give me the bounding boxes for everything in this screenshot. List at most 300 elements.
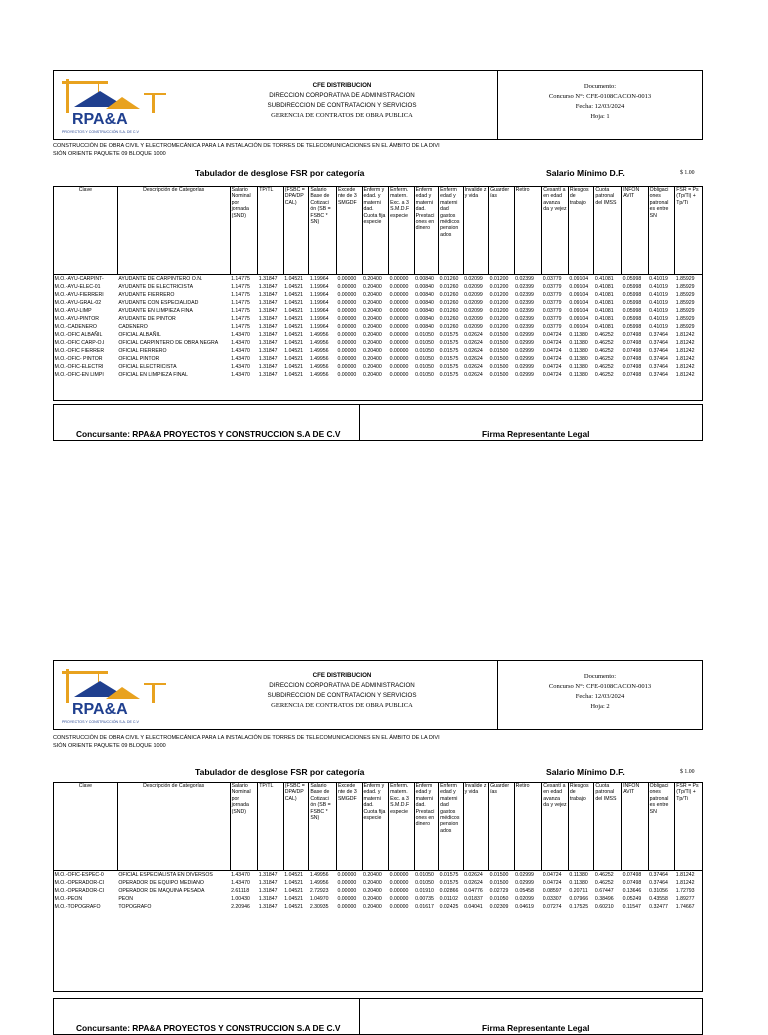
descripcion-cell: OFICIAL ALBAÑIL bbox=[118, 332, 161, 338]
value-cell: 0.00000 bbox=[389, 888, 409, 894]
value-cell: 0.09104 bbox=[569, 300, 589, 306]
value-cell: 0.05458 bbox=[515, 888, 534, 894]
column-header: TP/TL bbox=[258, 187, 284, 275]
value-cell: 0.00000 bbox=[389, 896, 409, 902]
value-cell: 0.01050 bbox=[415, 364, 434, 370]
value-cell: 0.41081 bbox=[594, 324, 614, 330]
column-header: Salario Nominal por jornada (SND) bbox=[230, 783, 258, 871]
value-cell: 1.14775 bbox=[231, 308, 250, 314]
value-cell: 0.01260 bbox=[439, 276, 459, 282]
table-row bbox=[54, 871, 703, 880]
value-cell: 0.01575 bbox=[439, 872, 459, 878]
svg-text:RPA&A: RPA&A bbox=[72, 111, 128, 128]
column-header: Guarder ías bbox=[489, 187, 515, 275]
value-cell: 1.14775 bbox=[231, 276, 250, 282]
column-header: Invalide z y vida bbox=[463, 783, 489, 871]
table-row bbox=[54, 275, 703, 284]
value-cell: 0.20400 bbox=[363, 364, 382, 370]
descripcion-cell: OPERADOR DE EQUIPO MEDIANO bbox=[118, 880, 204, 886]
value-cell: 1.43470 bbox=[231, 880, 250, 886]
value-cell: 0.04724 bbox=[542, 348, 562, 354]
clave-cell: M.O.-OFIC-EN LIMPI bbox=[54, 372, 104, 378]
value-cell: 1.72793 bbox=[675, 888, 695, 894]
column-header: Guarder ías bbox=[489, 783, 515, 871]
value-cell: 0.00000 bbox=[337, 896, 357, 902]
header-line-2: DIRECCION CORPORATIVA DE ADMINISTRACION bbox=[269, 92, 415, 99]
descripcion-cell: OPERADOR DE MAQUINA PESADA bbox=[118, 888, 205, 894]
column-header: Excede nte de 3 SMGDF bbox=[336, 783, 362, 871]
descripcion-cell: AYUDANTE DE PINTOR bbox=[118, 316, 176, 322]
value-cell: 0.00000 bbox=[337, 872, 357, 878]
value-cell: 0.04724 bbox=[542, 872, 562, 878]
clave-cell: M.O.-AYU-LIMP bbox=[54, 308, 92, 314]
value-cell: 0.08597 bbox=[542, 888, 562, 894]
value-cell: 1.14775 bbox=[231, 316, 250, 322]
value-cell: 0.38496 bbox=[594, 896, 614, 902]
value-cell: 1.49956 bbox=[309, 340, 329, 346]
value-cell: 0.01050 bbox=[415, 880, 434, 886]
column-header: FSR = Ps (Tp/Ti) + Tp/Ti bbox=[675, 187, 703, 275]
value-cell: 0.17525 bbox=[569, 904, 589, 910]
value-cell: 0.01575 bbox=[439, 340, 459, 346]
descripcion-cell: OFICIAL ELECTRICISTA bbox=[118, 364, 177, 370]
table-title: Tabulador de desglose FSR por categoría bbox=[195, 767, 365, 777]
value-cell: 1.04521 bbox=[284, 316, 304, 322]
value-cell: 0.02999 bbox=[515, 356, 534, 362]
value-cell: 0.07966 bbox=[569, 896, 589, 902]
value-cell: 0.01200 bbox=[489, 324, 509, 330]
value-cell: 0.07498 bbox=[622, 372, 642, 378]
value-cell: 1.31847 bbox=[258, 324, 278, 330]
svg-text:PROYECTOS Y CONSTRUCCIÓN S.A.: PROYECTOS Y CONSTRUCCIÓN S.A. DE C.V bbox=[62, 130, 139, 134]
header-line-3: SUBDIRECCION DE CONTRATACION Y SERVICIOS bbox=[267, 102, 417, 109]
value-cell: 0.09104 bbox=[569, 292, 589, 298]
doc-label: Documento: bbox=[583, 83, 617, 90]
value-cell: 0.41019 bbox=[649, 292, 668, 298]
value-cell: 0.37464 bbox=[649, 880, 668, 886]
value-cell: 1.04521 bbox=[284, 872, 304, 878]
value-cell: 0.00840 bbox=[415, 284, 434, 290]
value-cell: 1.31847 bbox=[258, 880, 278, 886]
value-cell: 0.11380 bbox=[569, 356, 588, 362]
value-cell: 1.31847 bbox=[258, 348, 278, 354]
column-header: Cuota patronal del IMSS bbox=[594, 187, 622, 275]
value-cell: 0.02624 bbox=[464, 872, 483, 878]
value-cell: 0.00000 bbox=[389, 340, 409, 346]
value-cell: 0.05998 bbox=[622, 300, 642, 306]
table-row bbox=[54, 315, 703, 323]
table-row bbox=[54, 323, 703, 331]
column-header: TP/TL bbox=[258, 783, 284, 871]
descripcion-cell: OFICIAL EN LIMPIEZA FINAL bbox=[118, 372, 188, 378]
value-cell: 0.11380 bbox=[569, 348, 588, 354]
value-cell: 0.37464 bbox=[649, 348, 668, 354]
value-cell: 0.04724 bbox=[542, 364, 562, 370]
column-header: Descripción de Categorías bbox=[117, 187, 230, 275]
value-cell: 0.00000 bbox=[389, 300, 409, 306]
value-cell: 0.02399 bbox=[515, 284, 534, 290]
descripcion-cell: PEON bbox=[118, 896, 134, 902]
value-cell: 0.46252 bbox=[594, 356, 614, 362]
value-cell: 0.00000 bbox=[389, 880, 409, 886]
value-cell: 0.46252 bbox=[594, 340, 614, 346]
value-cell: 0.03779 bbox=[542, 276, 562, 282]
value-cell: 0.41081 bbox=[594, 316, 614, 322]
value-cell: 0.03779 bbox=[542, 284, 562, 290]
value-cell: 0.00000 bbox=[337, 340, 357, 346]
table-row bbox=[54, 903, 703, 911]
value-cell: 0.04041 bbox=[464, 904, 483, 910]
company-logo bbox=[60, 77, 170, 135]
value-cell: 0.02399 bbox=[515, 308, 534, 314]
value-cell: 1.81242 bbox=[675, 356, 695, 362]
value-cell: 1.81242 bbox=[675, 372, 695, 378]
concurso-number: Concurso N°: CFE-0108CACON-0013 bbox=[548, 93, 652, 100]
value-cell: 0.46252 bbox=[594, 372, 614, 378]
descripcion-cell: AYUDANTE DE CARPINTERO O.N. bbox=[118, 276, 203, 282]
column-header: Enferm edad y materni dad gastos médicos pension ados bbox=[439, 783, 463, 871]
value-cell: 1.31847 bbox=[258, 316, 278, 322]
project-line-1: CONSTRUCCIÓN DE OBRA CIVIL Y ELECTROMECÁNICA PARA LA INSTALACIÓN DE TORRES DE TELECOMUNICACIONES EN EL ÁMBITO DE LA DIVI bbox=[53, 143, 440, 149]
clave-cell: M.O.-OFIC-ELECTRI bbox=[54, 364, 104, 370]
value-cell: 0.01260 bbox=[439, 300, 459, 306]
value-cell: 2.20946 bbox=[231, 904, 250, 910]
footer-divider bbox=[359, 999, 360, 1034]
value-cell: 0.01200 bbox=[489, 308, 509, 314]
value-cell: 1.04521 bbox=[284, 880, 304, 886]
value-cell: 1.49956 bbox=[309, 372, 329, 378]
sheet-number: Hoja: 2 bbox=[590, 703, 610, 710]
value-cell: 0.46252 bbox=[594, 348, 614, 354]
value-cell: 0.05998 bbox=[622, 292, 642, 298]
value-cell: 0.00000 bbox=[337, 308, 357, 314]
value-cell: 0.00000 bbox=[389, 348, 409, 354]
project-line-2: SIÓN ORIENTE PAQUETE 09 BLOQUE 1000 bbox=[53, 743, 166, 749]
column-header: Cuota patronal del IMSS bbox=[594, 783, 622, 871]
value-cell: 0.00840 bbox=[415, 316, 434, 322]
value-cell: 0.04619 bbox=[515, 904, 534, 910]
value-cell: 0.07498 bbox=[622, 880, 642, 886]
header-line-1: CFE DISTRIBUCION bbox=[312, 672, 372, 679]
value-cell: 0.00000 bbox=[337, 292, 357, 298]
column-header: Excede nte de 3 SMGDF bbox=[336, 187, 362, 275]
column-header: (FSBC = DPA/DP CAL) bbox=[283, 187, 309, 275]
value-cell: 1.49956 bbox=[309, 872, 329, 878]
concursante-label: Concursante: RPA&A PROYECTOS Y CONSTRUCCION S.A DE C.V bbox=[76, 1023, 341, 1033]
value-cell: 0.05998 bbox=[622, 284, 642, 290]
value-cell: 1.19964 bbox=[309, 292, 329, 298]
footer-divider bbox=[359, 405, 360, 440]
concursante-label: Concursante: RPA&A PROYECTOS Y CONSTRUCCION S.A DE C.V bbox=[76, 429, 341, 439]
value-cell: 0.20400 bbox=[363, 308, 382, 314]
value-cell: 0.01200 bbox=[489, 316, 509, 322]
value-cell: 0.00840 bbox=[415, 308, 434, 314]
value-cell: 0.00000 bbox=[337, 316, 357, 322]
value-cell: 0.11380 bbox=[569, 332, 588, 338]
value-cell: 0.41019 bbox=[649, 324, 668, 330]
value-cell: 0.01050 bbox=[415, 372, 434, 378]
value-cell: 1.49956 bbox=[309, 364, 329, 370]
table-row bbox=[54, 371, 703, 379]
value-cell: 0.20400 bbox=[363, 872, 382, 878]
value-cell: 0.46252 bbox=[594, 332, 614, 338]
salario-minimo-value: $ 1.00 bbox=[680, 170, 695, 176]
value-cell: 0.07274 bbox=[542, 904, 562, 910]
value-cell: 0.01575 bbox=[439, 880, 459, 886]
value-cell: 0.03779 bbox=[542, 300, 562, 306]
value-cell: 2.30935 bbox=[309, 904, 329, 910]
column-header: FSR = Ps (Tp/Ti) + Tp/Ti bbox=[675, 783, 703, 871]
table-header-row bbox=[54, 187, 703, 275]
value-cell: 1.14775 bbox=[231, 284, 250, 290]
value-cell: 0.02399 bbox=[515, 292, 534, 298]
column-header: Enferm y edad. y materni dad. Cuota fija especie bbox=[362, 783, 389, 871]
value-cell: 0.02624 bbox=[464, 372, 483, 378]
value-cell: 0.20400 bbox=[363, 276, 382, 282]
value-cell: 0.01575 bbox=[439, 332, 459, 338]
value-cell: 1.31847 bbox=[258, 340, 278, 346]
value-cell: 0.02099 bbox=[464, 308, 483, 314]
value-cell: 0.32477 bbox=[649, 904, 668, 910]
value-cell: 0.01500 bbox=[489, 332, 509, 338]
descripcion-cell: AYUDANTE FIERRERO bbox=[118, 292, 175, 298]
table-body bbox=[54, 871, 703, 912]
firma-label: Firma Representante Legal bbox=[482, 1023, 590, 1033]
value-cell: 0.07498 bbox=[622, 348, 642, 354]
value-cell: 0.46252 bbox=[594, 364, 614, 370]
value-cell: 1.04521 bbox=[284, 904, 304, 910]
value-cell: 1.89277 bbox=[675, 896, 695, 902]
header-center bbox=[184, 671, 500, 711]
value-cell: 0.00000 bbox=[337, 880, 357, 886]
value-cell: 1.85929 bbox=[675, 292, 695, 298]
value-cell: 0.00000 bbox=[389, 872, 409, 878]
descripcion-cell: OFICIAL PINTOR bbox=[118, 356, 160, 362]
value-cell: 0.41019 bbox=[649, 308, 668, 314]
value-cell: 0.03779 bbox=[542, 292, 562, 298]
column-header: Enferm edad y materni dad. Prestaci ones en dinero bbox=[414, 187, 438, 275]
value-cell: 0.00840 bbox=[415, 324, 434, 330]
value-cell: 0.02624 bbox=[464, 356, 483, 362]
value-cell: 0.41081 bbox=[594, 300, 614, 306]
value-cell: 0.20400 bbox=[363, 292, 382, 298]
value-cell: 1.31847 bbox=[258, 364, 278, 370]
value-cell: 1.81242 bbox=[675, 872, 695, 878]
value-cell: 0.02099 bbox=[464, 276, 483, 282]
value-cell: 0.02399 bbox=[515, 316, 534, 322]
value-cell: 0.02399 bbox=[515, 300, 534, 306]
signature-footer bbox=[53, 404, 703, 441]
header-line-3: SUBDIRECCION DE CONTRATACION Y SERVICIOS bbox=[267, 692, 417, 699]
value-cell: 1.49956 bbox=[309, 356, 329, 362]
value-cell: 0.02309 bbox=[489, 904, 509, 910]
value-cell: 1.04521 bbox=[284, 300, 304, 306]
value-cell: 1.04970 bbox=[309, 896, 329, 902]
value-cell: 0.00000 bbox=[337, 332, 357, 338]
descripcion-cell: AYUDANTE EN LIMPIEZA FINA bbox=[118, 308, 193, 314]
value-cell: 0.11380 bbox=[569, 880, 588, 886]
value-cell: 0.46252 bbox=[594, 872, 614, 878]
value-cell: 0.01260 bbox=[439, 324, 459, 330]
sheet-number: Hoja: 1 bbox=[590, 113, 610, 120]
value-cell: 1.04521 bbox=[284, 308, 304, 314]
value-cell: 0.01050 bbox=[489, 896, 509, 902]
svg-text:RPA&A: RPA&A bbox=[72, 701, 128, 718]
value-cell: 0.41081 bbox=[594, 292, 614, 298]
value-cell: 0.07498 bbox=[622, 340, 642, 346]
value-cell: 0.41081 bbox=[594, 308, 614, 314]
value-cell: 0.01617 bbox=[415, 904, 434, 910]
clave-cell: M.O.-OPERADOR-CI bbox=[54, 888, 105, 894]
value-cell: 0.01200 bbox=[489, 276, 509, 282]
value-cell: 0.01575 bbox=[439, 348, 459, 354]
column-header: Enferm edad y materni dad gastos médicos pension ados bbox=[439, 187, 463, 275]
column-header: Clave bbox=[54, 187, 118, 275]
value-cell: 0.03779 bbox=[542, 308, 562, 314]
value-cell: 1.49956 bbox=[309, 332, 329, 338]
table-title-row bbox=[53, 168, 703, 180]
clave-cell: M.O.-AYU-ELEC-01 bbox=[54, 284, 101, 290]
value-cell: 0.01837 bbox=[464, 896, 483, 902]
value-cell: 1.14775 bbox=[231, 324, 250, 330]
value-cell: 0.01102 bbox=[439, 896, 458, 902]
clave-cell: M.O.-TOPOGRAFO bbox=[54, 904, 101, 910]
value-cell: 0.01050 bbox=[415, 332, 434, 338]
value-cell: 0.02399 bbox=[515, 324, 534, 330]
value-cell: 0.01910 bbox=[415, 888, 434, 894]
doc-date: Fecha: 12/03/2024 bbox=[575, 103, 625, 110]
value-cell: 0.00000 bbox=[389, 324, 409, 330]
value-cell: 0.02099 bbox=[464, 284, 483, 290]
value-cell: 0.09104 bbox=[569, 324, 589, 330]
descripcion-cell: OFICIAL ESPECIALISTA EN DIVERSOS bbox=[118, 872, 213, 878]
header-doc-info bbox=[497, 82, 703, 122]
value-cell: 0.00000 bbox=[337, 284, 357, 290]
value-cell: 1.43470 bbox=[231, 332, 250, 338]
column-header: Clave bbox=[54, 783, 118, 871]
value-cell: 1.19964 bbox=[309, 316, 329, 322]
value-cell: 0.00000 bbox=[337, 276, 357, 282]
value-cell: 1.49956 bbox=[309, 348, 329, 354]
value-cell: 1.74667 bbox=[675, 904, 695, 910]
clave-cell: M.O.-AYU-GRAL-02 bbox=[54, 300, 102, 306]
value-cell: 0.37464 bbox=[649, 872, 668, 878]
value-cell: 0.02999 bbox=[515, 872, 534, 878]
value-cell: 0.05998 bbox=[622, 324, 642, 330]
value-cell: 1.19964 bbox=[309, 284, 329, 290]
table-title: Tabulador de desglose FSR por categoría bbox=[195, 168, 365, 178]
value-cell: 1.14775 bbox=[231, 300, 250, 306]
value-cell: 0.01575 bbox=[439, 356, 459, 362]
value-cell: 0.41081 bbox=[594, 284, 614, 290]
descripcion-cell: AYUDANTE DE ELECTRICISTA bbox=[118, 284, 194, 290]
value-cell: 0.02099 bbox=[515, 896, 534, 902]
table-row bbox=[54, 291, 703, 299]
value-cell: 1.31847 bbox=[258, 896, 278, 902]
value-cell: 0.00735 bbox=[415, 896, 434, 902]
table-header-row bbox=[54, 783, 703, 871]
value-cell: 0.11380 bbox=[569, 372, 588, 378]
header-line-4: GERENCIA DE CONTRATOS DE OBRA PUBLICA bbox=[271, 112, 413, 119]
table-title-row bbox=[53, 767, 703, 779]
table-row bbox=[54, 339, 703, 347]
value-cell: 0.00000 bbox=[337, 904, 357, 910]
value-cell: 1.31847 bbox=[258, 332, 278, 338]
value-cell: 0.11547 bbox=[622, 904, 641, 910]
value-cell: 0.01050 bbox=[415, 348, 434, 354]
value-cell: 0.01575 bbox=[439, 364, 459, 370]
value-cell: 1.81242 bbox=[675, 880, 695, 886]
value-cell: 0.00000 bbox=[337, 348, 357, 354]
clave-cell: M.O.-OFIC FIERRER bbox=[54, 348, 105, 354]
value-cell: 1.81242 bbox=[675, 332, 695, 338]
column-header: Salario Base de Cotizaci ón (SB = FSBC * SN) bbox=[309, 187, 337, 275]
value-cell: 0.00000 bbox=[337, 356, 357, 362]
value-cell: 0.41019 bbox=[649, 276, 668, 282]
company-logo bbox=[60, 667, 170, 725]
value-cell: 0.04724 bbox=[542, 880, 562, 886]
value-cell: 0.00840 bbox=[415, 300, 434, 306]
project-line-1: CONSTRUCCIÓN DE OBRA CIVIL Y ELECTROMECÁNICA PARA LA INSTALACIÓN DE TORRES DE TELECOMUNICACIONES EN EL ÁMBITO DE LA DIVI bbox=[53, 735, 440, 741]
value-cell: 0.05998 bbox=[622, 276, 642, 282]
column-header: Salario Base de Cotizaci ón (SB = FSBC * SN) bbox=[309, 783, 337, 871]
value-cell: 1.43470 bbox=[231, 348, 250, 354]
value-cell: 0.46252 bbox=[594, 880, 614, 886]
value-cell: 1.04521 bbox=[284, 348, 304, 354]
project-line-2: SIÓN ORIENTE PAQUETE 09 BLOQUE 1000 bbox=[53, 151, 166, 157]
value-cell: 0.00000 bbox=[389, 276, 409, 282]
table-row bbox=[54, 299, 703, 307]
value-cell: 0.02999 bbox=[515, 332, 534, 338]
signature-footer bbox=[53, 998, 703, 1035]
descripcion-cell: AYUDANTE CON ESPECIALIDAD bbox=[118, 300, 199, 306]
value-cell: 1.04521 bbox=[284, 324, 304, 330]
value-cell: 0.04724 bbox=[542, 340, 562, 346]
value-cell: 0.02866 bbox=[439, 888, 459, 894]
fsr-table bbox=[53, 186, 703, 379]
value-cell: 1.04521 bbox=[284, 896, 304, 902]
value-cell: 0.01500 bbox=[489, 364, 509, 370]
value-cell: 1.31847 bbox=[258, 888, 278, 894]
value-cell: 1.04521 bbox=[284, 292, 304, 298]
table-body bbox=[54, 275, 703, 380]
value-cell: 0.37464 bbox=[649, 356, 668, 362]
column-header: Obligaci ones patronal es entre SN bbox=[648, 187, 675, 275]
column-header: Salario Nominal por jornada (SND) bbox=[230, 187, 258, 275]
value-cell: 1.85929 bbox=[675, 308, 695, 314]
value-cell: 1.31847 bbox=[258, 356, 278, 362]
value-cell: 1.31847 bbox=[258, 904, 278, 910]
column-header: Retiro bbox=[514, 187, 542, 275]
value-cell: 0.37464 bbox=[649, 372, 668, 378]
value-cell: 0.41081 bbox=[594, 276, 614, 282]
table-row bbox=[54, 307, 703, 315]
value-cell: 2.61118 bbox=[231, 888, 250, 894]
value-cell: 0.01050 bbox=[415, 340, 434, 346]
project-description bbox=[53, 734, 573, 750]
value-cell: 1.19964 bbox=[309, 276, 329, 282]
header-line-4: GERENCIA DE CONTRATOS DE OBRA PUBLICA bbox=[271, 702, 413, 709]
descripcion-cell: CADENERO bbox=[118, 324, 148, 330]
firma-label: Firma Representante Legal bbox=[482, 429, 590, 439]
value-cell: 0.20400 bbox=[363, 300, 382, 306]
value-cell: 1.04521 bbox=[284, 364, 304, 370]
value-cell: 0.00000 bbox=[389, 284, 409, 290]
descripcion-cell: OFICIAL CARPINTERO DE OBRA NEGRA bbox=[118, 340, 219, 346]
value-cell: 0.02999 bbox=[515, 364, 534, 370]
value-cell: 0.02624 bbox=[464, 364, 483, 370]
value-cell: 0.01500 bbox=[489, 872, 509, 878]
